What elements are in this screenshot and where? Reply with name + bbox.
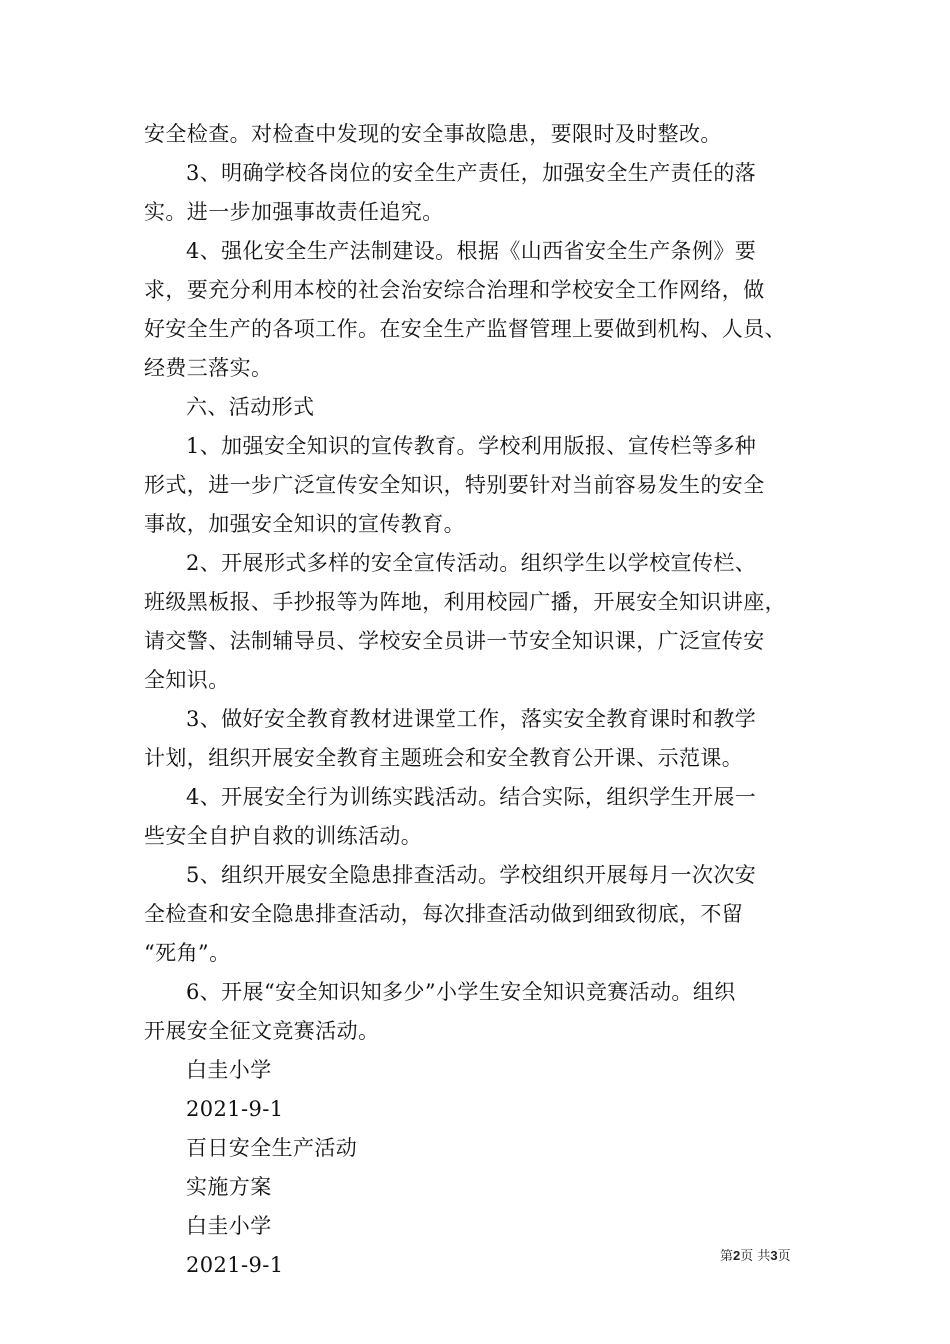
document-body: [144, 115, 816, 1285]
text-line: 2021-9-1: [186, 1097, 284, 1121]
text-line: 形式，进一步广泛宣传安全知识，特别要针对当前容易发生的安全: [144, 473, 765, 497]
text-line: 实。进一步加强事故责任追究。: [144, 200, 444, 224]
text-line: 5、组织开展安全隐患排查活动。学校组织开展每月一次次安: [186, 863, 757, 887]
text-line: 2、开展形式多样的安全宣传活动。组织学生以学校宣传栏、: [186, 551, 757, 575]
text-line: 请交警、法制辅导员、学校安全员讲一节安全知识课，广泛宣传安: [144, 629, 765, 653]
text-line: 3、明确学校各岗位的安全生产责任，加强安全生产责任的落: [186, 161, 757, 185]
text-line: 4、强化安全生产法制建设。根据《山西省安全生产条例》要: [186, 239, 757, 263]
total-page-number: 3: [770, 1248, 778, 1263]
text-line: 事故，加强安全知识的宣传教育。: [144, 512, 465, 536]
text-line: 全检查和安全隐患排查活动，每次排查活动做到细致彻底，不留: [144, 902, 744, 926]
text-line: 计划，组织开展安全教育主题班会和安全教育公开课、示范课。: [144, 746, 744, 770]
text-line: 6、开展“安全知识知多少”小学生安全知识竞赛活动。组织: [186, 980, 736, 1004]
footer-middle: 页 共: [740, 1249, 771, 1264]
current-page-number: 2: [733, 1248, 741, 1263]
text-line: 全知识。: [144, 668, 230, 692]
text-line: 好安全生产的各项工作。在安全生产监督管理上要做到机构、人员、: [144, 317, 786, 341]
text-line: 1、加强安全知识的宣传教育。学校利用版报、宣传栏等多种: [186, 434, 757, 458]
text-line: 白圭小学: [186, 1058, 272, 1082]
footer-suffix: 页: [777, 1249, 791, 1264]
text-line: 百日安全生产活动: [186, 1136, 358, 1160]
text-line: 白圭小学: [186, 1214, 272, 1238]
text-line: 班级黑板报、手抄报等为阵地，利用校园广播，开展安全知识讲座，: [144, 590, 786, 614]
text-line: “死角”。: [144, 941, 231, 965]
text-line: 2021-9-1: [186, 1253, 284, 1277]
footer-prefix: 第: [720, 1249, 734, 1264]
text-line: 安全检查。对检查中发现的安全事故隐患，要限时及时整改。: [144, 122, 722, 146]
text-line: 些安全自护自救的训练活动。: [144, 824, 423, 848]
text-line: 六、活动形式: [186, 395, 315, 419]
text-line: 3、做好安全教育教材进课堂工作，落实安全教育课时和教学: [186, 707, 757, 731]
text-line: 实施方案: [186, 1175, 272, 1199]
text-line: 经费三落实。: [144, 356, 273, 380]
text-line: 4、开展安全行为训练实践活动。结合实际，组织学生开展一: [186, 785, 757, 809]
text-line: 开展安全征文竞赛活动。: [144, 1019, 380, 1043]
page-number-label: [720, 1248, 791, 1265]
text-line: 求，要充分利用本校的社会治安综合治理和学校安全工作网络，做: [144, 278, 765, 302]
